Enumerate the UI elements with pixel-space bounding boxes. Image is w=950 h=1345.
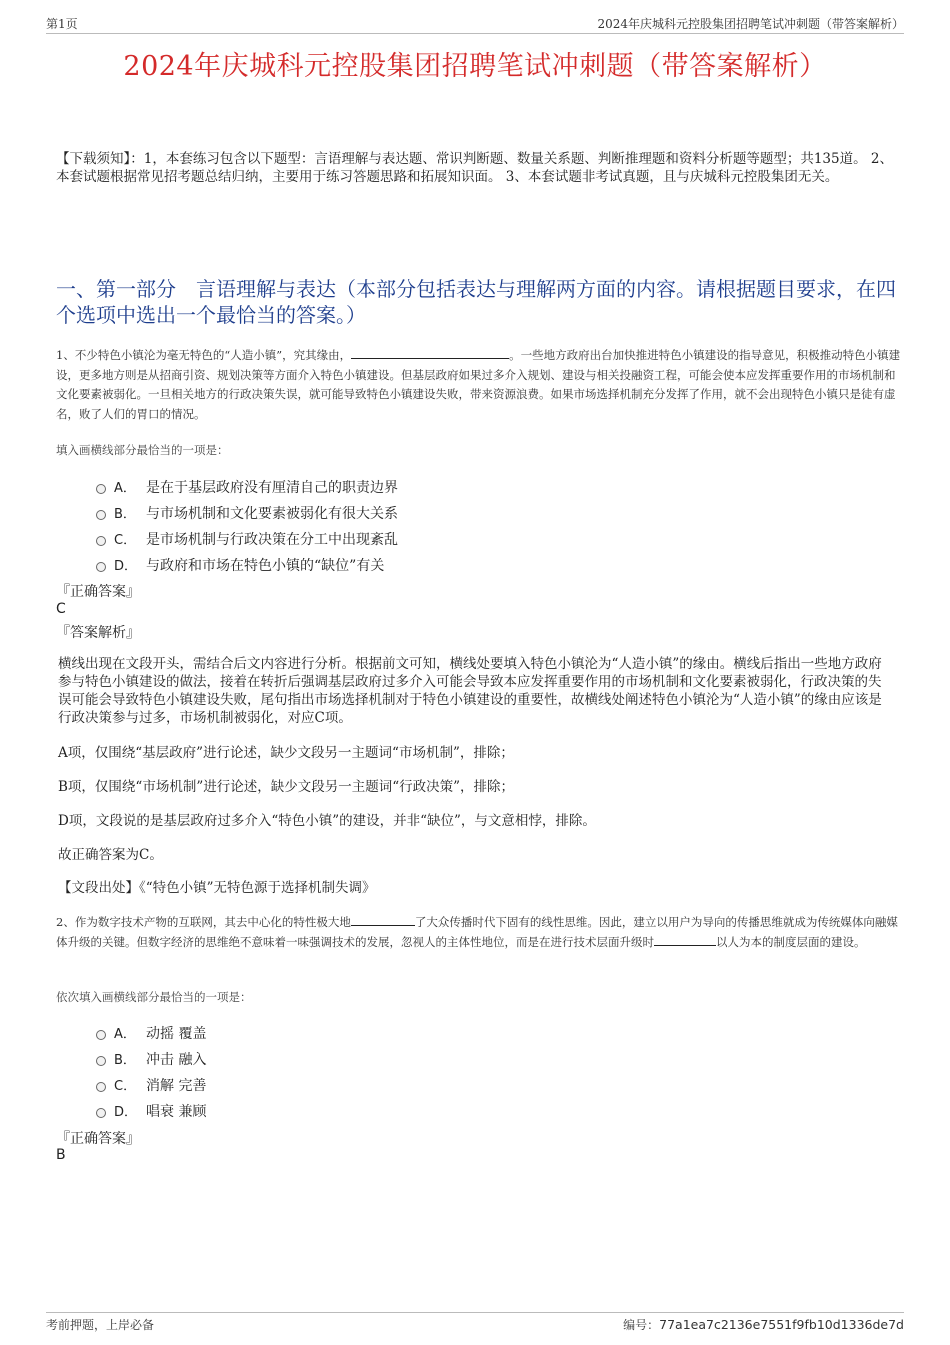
question-2-text bbox=[56, 913, 901, 952]
question-1-analysis-label: 『答案解析』 bbox=[56, 625, 140, 641]
question-1-blank bbox=[351, 346, 509, 359]
question-2-text-part3: 以人为本的制度层面的建设。 bbox=[716, 934, 866, 949]
radio-icon[interactable] bbox=[96, 1108, 106, 1118]
radio-icon[interactable] bbox=[96, 562, 106, 572]
question-2-answer: B bbox=[56, 1147, 66, 1163]
document-title: 2024年庆城科元控股集团招聘笔试冲刺题（带答案解析） bbox=[123, 51, 827, 82]
footer-code-label: 编号： bbox=[623, 1318, 660, 1332]
option-text: 唱衰 兼顾 bbox=[146, 1104, 207, 1120]
radio-icon[interactable] bbox=[96, 484, 106, 494]
radio-icon[interactable] bbox=[96, 510, 106, 520]
radio-icon[interactable] bbox=[96, 1082, 106, 1092]
download-notice: 【下载须知】：1，本套练习包含以下题型：言语理解与表达题、常识判断题、数量关系题、判断推理题和资料分析题等题型；共135道。 2、本套试题根据常见招考题总结归纳，主要用于练习答题思路和拓展知识面。 3、本套试题非考试真题，且与庆城科元控股集团无关。 bbox=[56, 151, 893, 185]
option-text: 消解 完善 bbox=[146, 1078, 207, 1094]
question-1-text-after: 。一些地方政府出台加快推进特色小镇建设的指导意见，积极推动特色小镇建设，更多地方则是从招商引资、规划决策等方面介入特色小镇建设。但基层政府如果过多介入规划、建设与相关投融资工程，可能会使本应发挥重要作用的市场机制和文化要素被弱化。一旦相关地方的行政决策失误，就可能导致特色小镇建设失败，带来资源浪费。如果市场选择机制充分发挥了作用，就不会出现特色小镇只是徒有虚名，败了人们的胃口的情况。 bbox=[56, 348, 901, 421]
option-key: A． bbox=[114, 1027, 136, 1042]
option-key: C． bbox=[114, 533, 137, 548]
question-1-answer-label: 『正确答案』 bbox=[56, 584, 140, 600]
footer-code bbox=[623, 1316, 904, 1333]
question-1-source: 【文段出处】《“特色小镇”无特色源于选择机制失调》 bbox=[58, 880, 376, 896]
question-2-answer-label: 『正确答案』 bbox=[56, 1131, 140, 1147]
option-text: 冲击 融入 bbox=[146, 1052, 207, 1068]
option-key: B． bbox=[114, 1053, 136, 1068]
page-header bbox=[46, 15, 904, 34]
option-key: D． bbox=[114, 559, 138, 574]
question-2-blank-2 bbox=[654, 933, 716, 946]
page-number: 第1页 bbox=[46, 17, 78, 31]
question-1-analysis-d: D项，文段说的是基层政府过多介入“特色小镇”的建设，并非“缺位”，与文意相悖，排除。 bbox=[58, 813, 596, 829]
question-1-conclusion: 故正确答案为C。 bbox=[58, 847, 163, 863]
footer-slogan: 考前押题，上岸必备 bbox=[46, 1318, 155, 1332]
header-doc-title: 2024年庆城科元控股集团招聘笔试冲刺题（带答案解析） bbox=[597, 17, 904, 31]
question-2-text-part1: 2、作为数字技术产物的互联网，其去中心化的特性极大地 bbox=[56, 915, 351, 929]
footer-code-value: 77a1ea7c2136e7551f9fb10d1336de7d bbox=[659, 1317, 904, 1332]
question-1-text-before: 1、不少特色小镇沦为毫无特色的“人造小镇”，究其缘由， bbox=[56, 348, 352, 362]
option-text: 是市场机制与行政决策在分工中出现紊乱 bbox=[146, 532, 398, 548]
option-key: B． bbox=[114, 507, 136, 522]
option-key: D． bbox=[114, 1105, 138, 1120]
question-1-text bbox=[56, 346, 901, 424]
radio-icon[interactable] bbox=[96, 536, 106, 546]
option-text: 是在于基层政府没有厘清自己的职责边界 bbox=[146, 480, 398, 496]
radio-icon[interactable] bbox=[96, 1056, 106, 1066]
question-1-analysis-b: B项，仅围绕“市场机制”进行论述，缺少文段另一主题词“行政决策”，排除； bbox=[58, 779, 515, 795]
radio-icon[interactable] bbox=[96, 1030, 106, 1040]
question-2-prompt: 依次填入画横线部分最恰当的一项是： bbox=[56, 990, 252, 1004]
question-1-answer: C bbox=[56, 601, 66, 617]
option-text: 与市场机制和文化要素被弱化有很大关系 bbox=[146, 506, 398, 522]
section-heading: 一、第一部分 言语理解与表达（本部分包括表达与理解两方面的内容。请根据题目要求，在四个选项中选出一个最恰当的答案。） bbox=[56, 277, 896, 327]
option-text: 动摇 覆盖 bbox=[146, 1026, 207, 1042]
question-1-prompt: 填入画横线部分最恰当的一项是： bbox=[56, 443, 229, 457]
question-1-analysis-a: A项，仅围绕“基层政府”进行论述，缺少文段另一主题词“市场机制”，排除； bbox=[58, 745, 514, 761]
question-2-blank-1 bbox=[351, 913, 415, 926]
option-key: A． bbox=[114, 481, 136, 496]
question-1-analysis-main: 横线出现在文段开头，需结合后文内容进行分析。根据前文可知，横线处要填入特色小镇沦为“人造小镇”的缘由。横线后指出一些地方政府参与特色小镇建设的做法，接着在转折后强调基层政府过多介入可能会导致本应发挥重要作用的市场机制和文化要素被弱化，行政决策的失误可能会导致特色小镇建设失败，尾句指出市场选择机制对于特色小镇建设的重要性，故横线处阐述特色小镇沦为“人造小镇”的缘由应该是行政决策参与过多，市场机制被弱化，对应C项。 bbox=[58, 656, 882, 726]
option-key: C． bbox=[114, 1079, 137, 1094]
page-footer bbox=[46, 1312, 904, 1333]
question-2-text-part2: 了大众传播时代下固有的线性思维。因此，建立以用户为导向的传播思维就成为传统媒体向融媒体升级的关键。但数字经济的思维绝不意味着一味强调技术的发展，忽视人的主体性地位，而是在进行技术层面升级时 bbox=[56, 915, 898, 949]
option-text: 与政府和市场在特色小镇的“缺位”有关 bbox=[146, 558, 385, 574]
